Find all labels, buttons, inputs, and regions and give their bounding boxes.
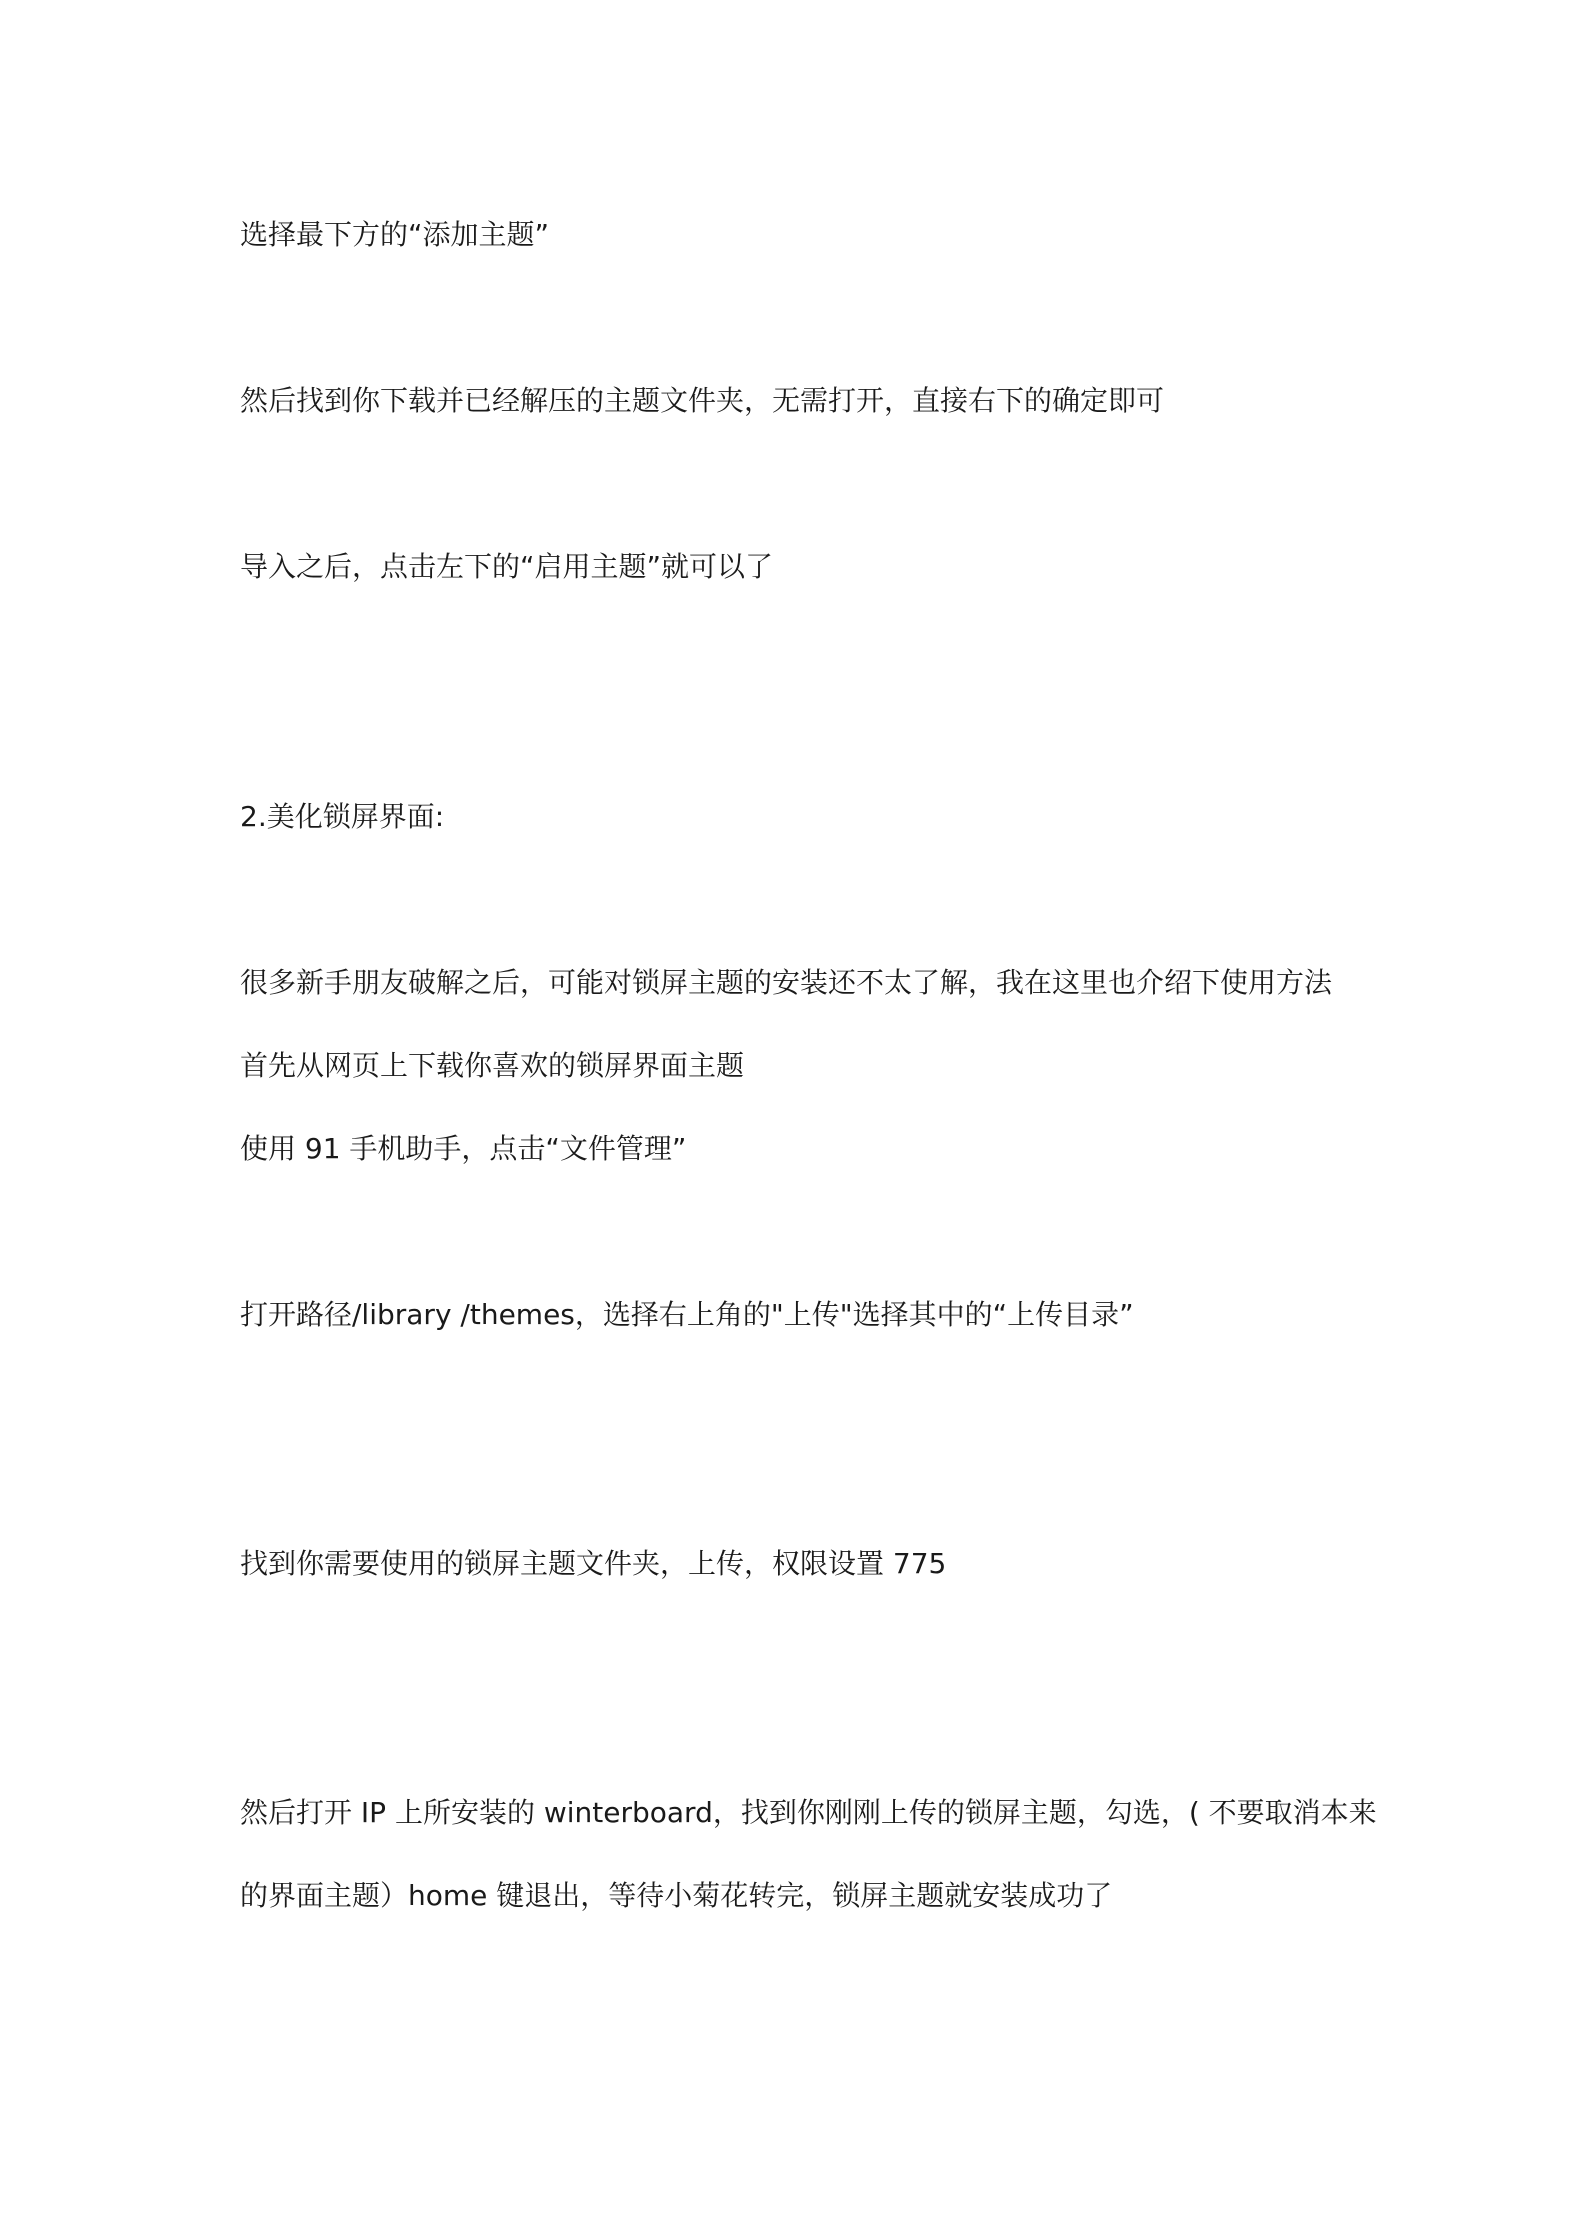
text-line-select-add-theme: 选择最下方的“添加主题” xyxy=(240,218,550,251)
text-line-intro: 很多新手朋友破解之后，可能对锁屏主题的安装还不太了解，我在这里也介绍下使用方法 xyxy=(240,966,1333,999)
text-line-file-manager: 使用 91 手机助手，点击“文件管理” xyxy=(240,1132,687,1165)
text-line-home-exit: 的界面主题）home 键退出，等待小菊花转完，锁屏主题就安装成功了 xyxy=(240,1879,1113,1912)
text-line-enable-theme: 导入之后，点击左下的“启用主题”就可以了 xyxy=(240,550,774,583)
text-line-find-folder: 然后找到你下载并已经解压的主题文件夹，无需打开，直接右下的确定即可 xyxy=(240,384,1165,417)
text-line-upload-permission: 找到你需要使用的锁屏主题文件夹，上传，权限设置 775 xyxy=(240,1547,947,1580)
text-line-download: 首先从网页上下载你喜欢的锁屏界面主题 xyxy=(240,1049,745,1082)
section-heading-lockscreen: 2.美化锁屏界面: xyxy=(240,800,445,833)
text-line-open-path: 打开路径/library /themes，选择右上角的"上传"选择其中的“上传目录” xyxy=(240,1298,1134,1331)
text-line-winterboard: 然后打开 IP 上所安装的 winterboard，找到你刚刚上传的锁屏主题，勾选，( 不要取消本来 xyxy=(240,1796,1377,1829)
